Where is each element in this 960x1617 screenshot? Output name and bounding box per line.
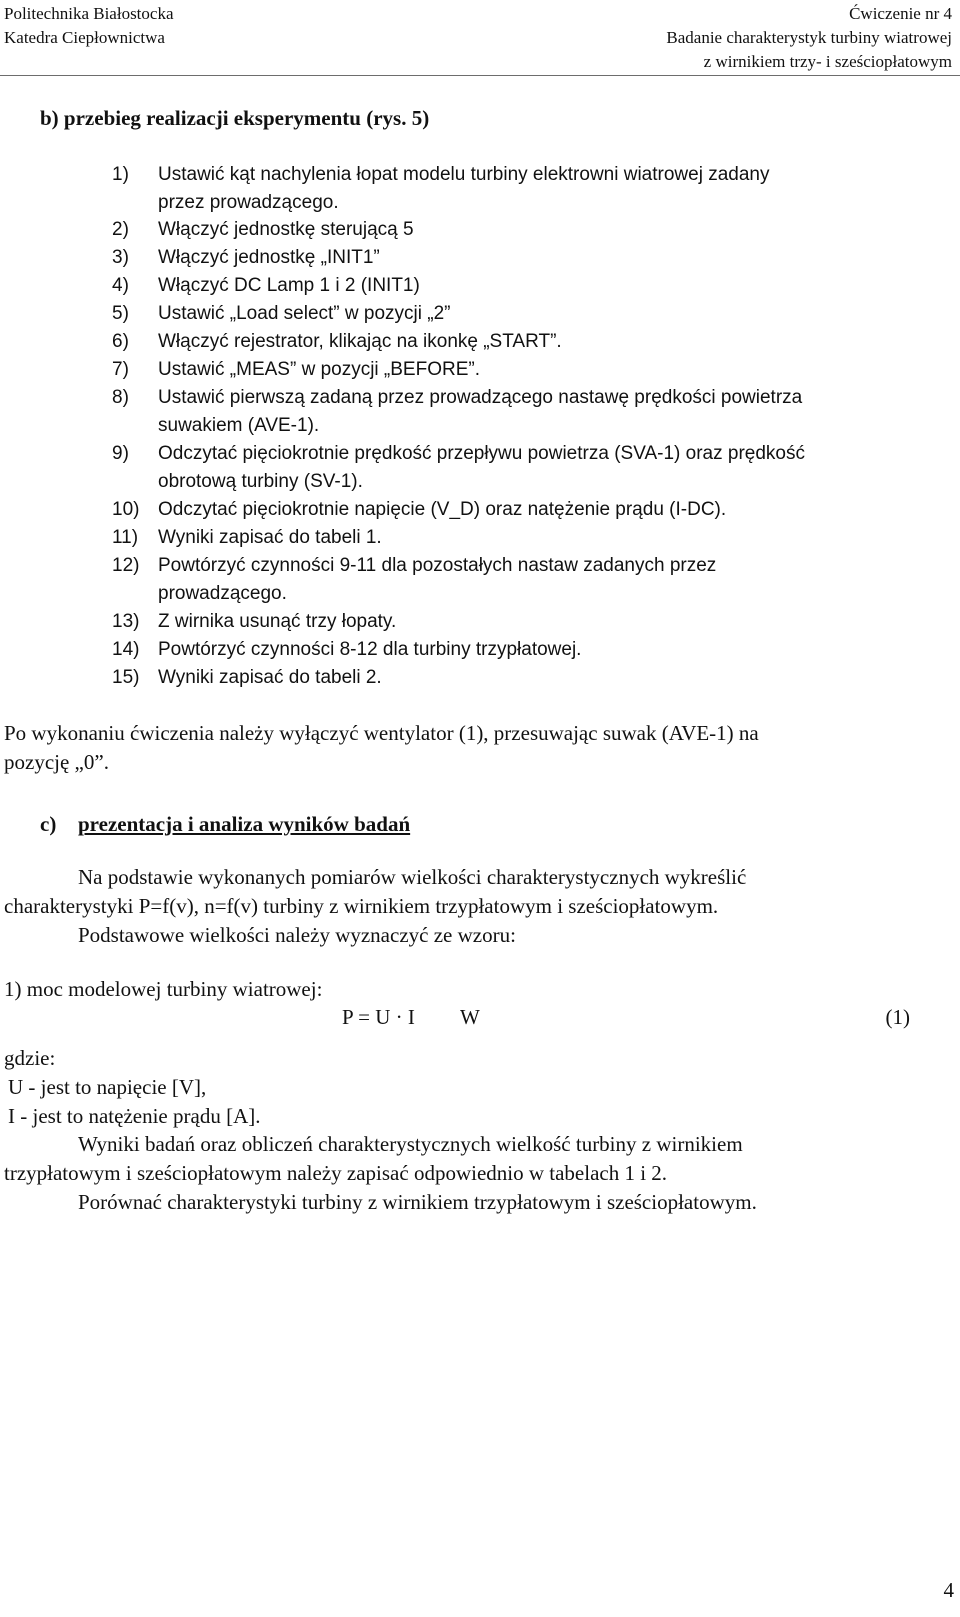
header-divider (0, 75, 960, 76)
step-text: Z wirnika usunąć trzy łopaty. (158, 611, 397, 632)
closing-paragraph-continued: pozycję „0”. (4, 750, 109, 774)
section-c-title: prezentacja i analiza wyników badań (78, 812, 411, 836)
section-c-heading (40, 812, 410, 837)
step-text: Powtórzyć czynności 8-12 dla turbiny trzypłatowej. (158, 639, 582, 660)
header-institution: Politechnika Białostocka (4, 4, 174, 23)
step-number: 13) (112, 611, 140, 632)
step-text-continued: prowadzącego. (158, 583, 287, 604)
step-number: 14) (112, 639, 140, 660)
step-number: 1) (112, 164, 129, 185)
closing-paragraph: Po wykonaniu ćwiczenia należy wyłączyć wentylator (1), przesuwając suwak (AVE-1) na (4, 721, 759, 745)
header-exercise: Ćwiczenie nr 4 (849, 4, 952, 23)
paragraph-1: Na podstawie wykonanych pomiarów wielkości charakterystycznych wykreślić (78, 865, 747, 889)
step-number: 11) (112, 527, 139, 548)
where-label: gdzie: (4, 1046, 56, 1070)
section-b-heading: b) przebieg realizacji eksperymentu (rys. 5) (40, 106, 430, 130)
definition-u: U - jest to napięcie [V], (8, 1075, 207, 1099)
list-item (112, 219, 414, 241)
page-number: 4 (943, 1578, 954, 1602)
list-item (112, 499, 726, 521)
paragraph-3: Wyniki badań oraz obliczeń charakterystycznych wielkość turbiny z wirnikiem (78, 1132, 743, 1156)
step-number: 10) (112, 499, 140, 520)
list-item (112, 527, 382, 549)
step-text: Ustawić „MEAS” w pozycji „BEFORE”. (158, 359, 480, 380)
step-number: 8) (112, 387, 129, 408)
step-number: 7) (112, 359, 129, 380)
list-item (112, 247, 380, 269)
step-number: 12) (112, 555, 140, 576)
step-text: Ustawić „Load select” w pozycji „2” (158, 303, 451, 324)
step-text-continued: suwakiem (AVE-1). (158, 415, 320, 436)
list-item (112, 443, 805, 465)
header-title-line2: z wirnikiem trzy- i sześciopłatowym (703, 52, 952, 71)
step-number: 3) (112, 247, 129, 268)
step-number: 15) (112, 667, 140, 688)
list-item (112, 164, 769, 186)
paragraph-1-continued: charakterystyki P=f(v), n=f(v) turbiny z wirnikiem trzypłatowym i sześciopłatowym. (4, 894, 719, 918)
step-number: 4) (112, 275, 129, 296)
list-item (112, 331, 562, 353)
paragraph-2: Podstawowe wielkości należy wyznaczyć ze wzoru: (78, 923, 516, 947)
list-item (112, 611, 396, 633)
section-c-prefix: c) (40, 812, 57, 836)
step-text: Ustawić kąt nachylenia łopat modelu turbiny elektrowni wiatrowej zadany (158, 164, 770, 185)
step-text: Włączyć DC Lamp 1 i 2 (INIT1) (158, 275, 420, 296)
list-item (112, 639, 581, 661)
item-1-label: 1) moc modelowej turbiny wiatrowej: (4, 977, 323, 1001)
step-text: Włączyć jednostkę „INIT1” (158, 247, 380, 268)
step-text: Włączyć jednostkę sterującą 5 (158, 219, 414, 240)
paragraph-4: Porównać charakterystyki turbiny z wirnikiem trzypłatowym i sześciopłatowym. (78, 1190, 757, 1214)
step-number: 2) (112, 219, 129, 240)
step-number: 6) (112, 331, 129, 352)
definition-i: I - jest to natężenie prądu [A]. (8, 1104, 261, 1128)
header-department: Katedra Ciepłownictwa (4, 28, 165, 47)
step-text: Wyniki zapisać do tabeli 1. (158, 527, 382, 548)
step-text: Włączyć rejestrator, klikając na ikonkę „START”. (158, 331, 562, 352)
step-number: 5) (112, 303, 129, 324)
paragraph-3-continued: trzypłatowym i sześciopłatowym należy zapisać odpowiednio w tabelach 1 i 2. (4, 1161, 668, 1185)
step-number: 9) (112, 443, 129, 464)
header-title-line1: Badanie charakterystyk turbiny wiatrowej (666, 28, 952, 47)
list-item (112, 303, 450, 325)
step-text-continued: przez prowadzącego. (158, 192, 339, 213)
step-text: Wyniki zapisać do tabeli 2. (158, 667, 382, 688)
formula-number: (1) (885, 1005, 910, 1029)
formula-unit: W (460, 1005, 480, 1029)
list-item (112, 359, 480, 381)
step-text-continued: obrotową turbiny (SV-1). (158, 471, 363, 492)
step-text: Powtórzyć czynności 9-11 dla pozostałych nastaw zadanych przez (158, 555, 717, 576)
step-text: Odczytać pięciokrotnie napięcie (V_D) oraz natężenie prądu (I-DC). (158, 499, 727, 520)
step-text: Ustawić pierwszą zadaną przez prowadzącego nastawę prędkości powietrza (158, 387, 803, 408)
list-item (112, 667, 382, 689)
list-item (112, 387, 802, 409)
list-item (112, 275, 420, 297)
list-item (112, 555, 716, 577)
formula: P = U · I (342, 1005, 415, 1029)
step-text: Odczytać pięciokrotnie prędkość przepływu powietrza (SVA-1) oraz prędkość (158, 443, 805, 464)
